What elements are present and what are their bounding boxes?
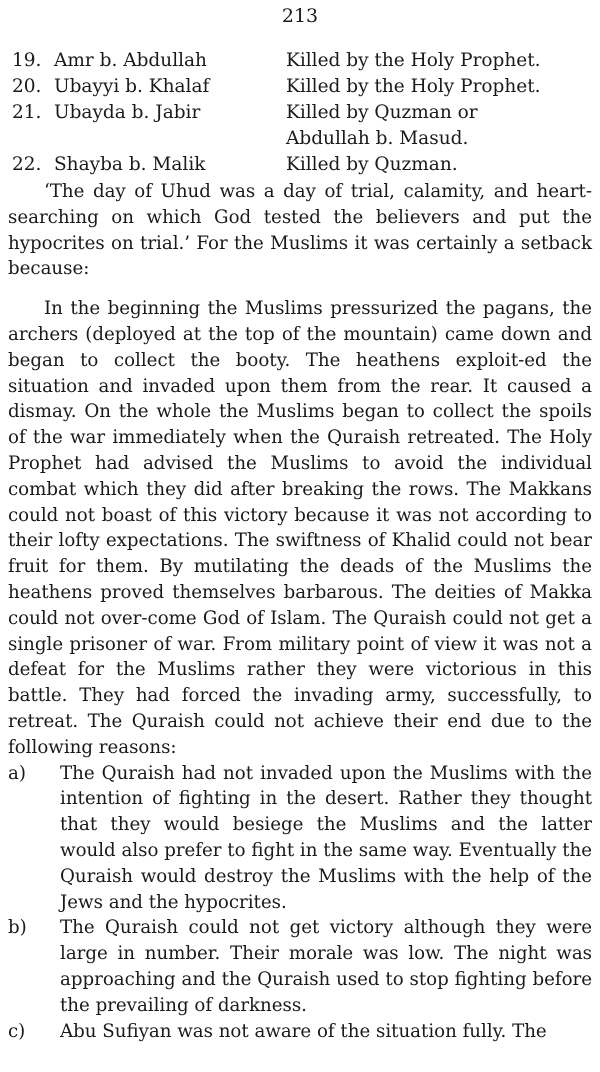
reason-item	[8, 915, 592, 1018]
casualty-list	[12, 48, 597, 178]
casualty-name: Ubayda b. Jabir	[54, 102, 201, 123]
reason-text: The Quraish had not invaded upon the Muslims with the intention of fighting in the desert. Rather they thought that they would besiege the Muslims and the latter would also prefer to fight in the same way. Eventually the Quraish would destroy the Muslims with the help of the Jews and the hypocrites.	[60, 762, 592, 913]
casualty-row	[12, 74, 597, 100]
reason-text: Abu Sufiyan was not aware of the situation fully. The	[60, 1020, 547, 1042]
casualty-name: Amr b. Abdullah	[54, 50, 207, 71]
reasons-list	[8, 761, 592, 1045]
casualty-fate	[286, 48, 597, 74]
casualty-row	[12, 100, 597, 152]
reason-marker: a)	[8, 762, 26, 784]
casualty-fate-line: Abdullah b. Masud.	[286, 128, 469, 149]
casualty-fate	[286, 74, 597, 100]
reason-marker: b)	[8, 917, 27, 939]
casualty-number: 21.	[12, 102, 42, 123]
casualty-fate-line: Killed by the Holy Prophet.	[286, 76, 541, 97]
casualty-name: Shayba b. Malik	[54, 154, 206, 175]
reason-marker: c)	[8, 1020, 26, 1042]
casualty-fate	[286, 100, 597, 152]
reason-text: The Quraish could not get victory although they were large in number. Their morale was low. The night was approaching and the Quraish used to stop fighting before the prevailing of darkness.	[60, 917, 592, 1016]
casualty-number: 20.	[12, 76, 42, 97]
casualty-fate-line: Killed by Quzman or	[286, 102, 478, 123]
casualty-row	[12, 152, 597, 178]
reason-item	[8, 1019, 592, 1045]
paragraph-setback-reasons: In the beginning the Muslims pressurized the pagans, the archers (deployed at the top of the mountain) came down and began to collect the booty. The heathens exploit-ed the situation and invaded upon them from the rear. It caused a dismay. On the whole the Muslims began to collect the spoils of the war immediately when the Quraish retreated. The Holy Prophet had advised the Muslims to avoid the individual combat which they did after breaking the rows. The Makkans could not boast of this victory because it was not according to their lofty expectations. The swiftness of Khalid could not bear fruit for them. By mutilating the deads of the Muslims the heathens proved themselves barbarous. The deities of Makka could not over-come God of Islam. The Quraish could not get a single prisoner of war. From military point of view it was not a defeat for the Muslims rather they were victorious in this battle. They had forced the invading army, successfully, to retreat. The Quraish could not achieve their end due to the following reasons:	[8, 298, 592, 758]
paragraph-uhud-quote: ‘The day of Uhud was a day of trial, calamity, and heart-searching on which God tested the believers and put the hypocrites on trial.’ For the Muslims it was certainly a setback because:	[8, 181, 592, 280]
casualty-row	[12, 48, 597, 74]
body-text	[8, 179, 592, 1044]
casualty-fate	[286, 152, 597, 178]
casualty-number: 22.	[12, 154, 42, 175]
casualty-fate-line: Killed by Quzman.	[286, 154, 458, 175]
casualty-number: 19.	[12, 50, 42, 71]
casualty-fate-line: Killed by the Holy Prophet.	[286, 50, 541, 71]
page-number: 213	[281, 5, 319, 27]
casualty-name: Ubayyi b. Khalaf	[54, 76, 210, 97]
reason-item	[8, 761, 592, 916]
